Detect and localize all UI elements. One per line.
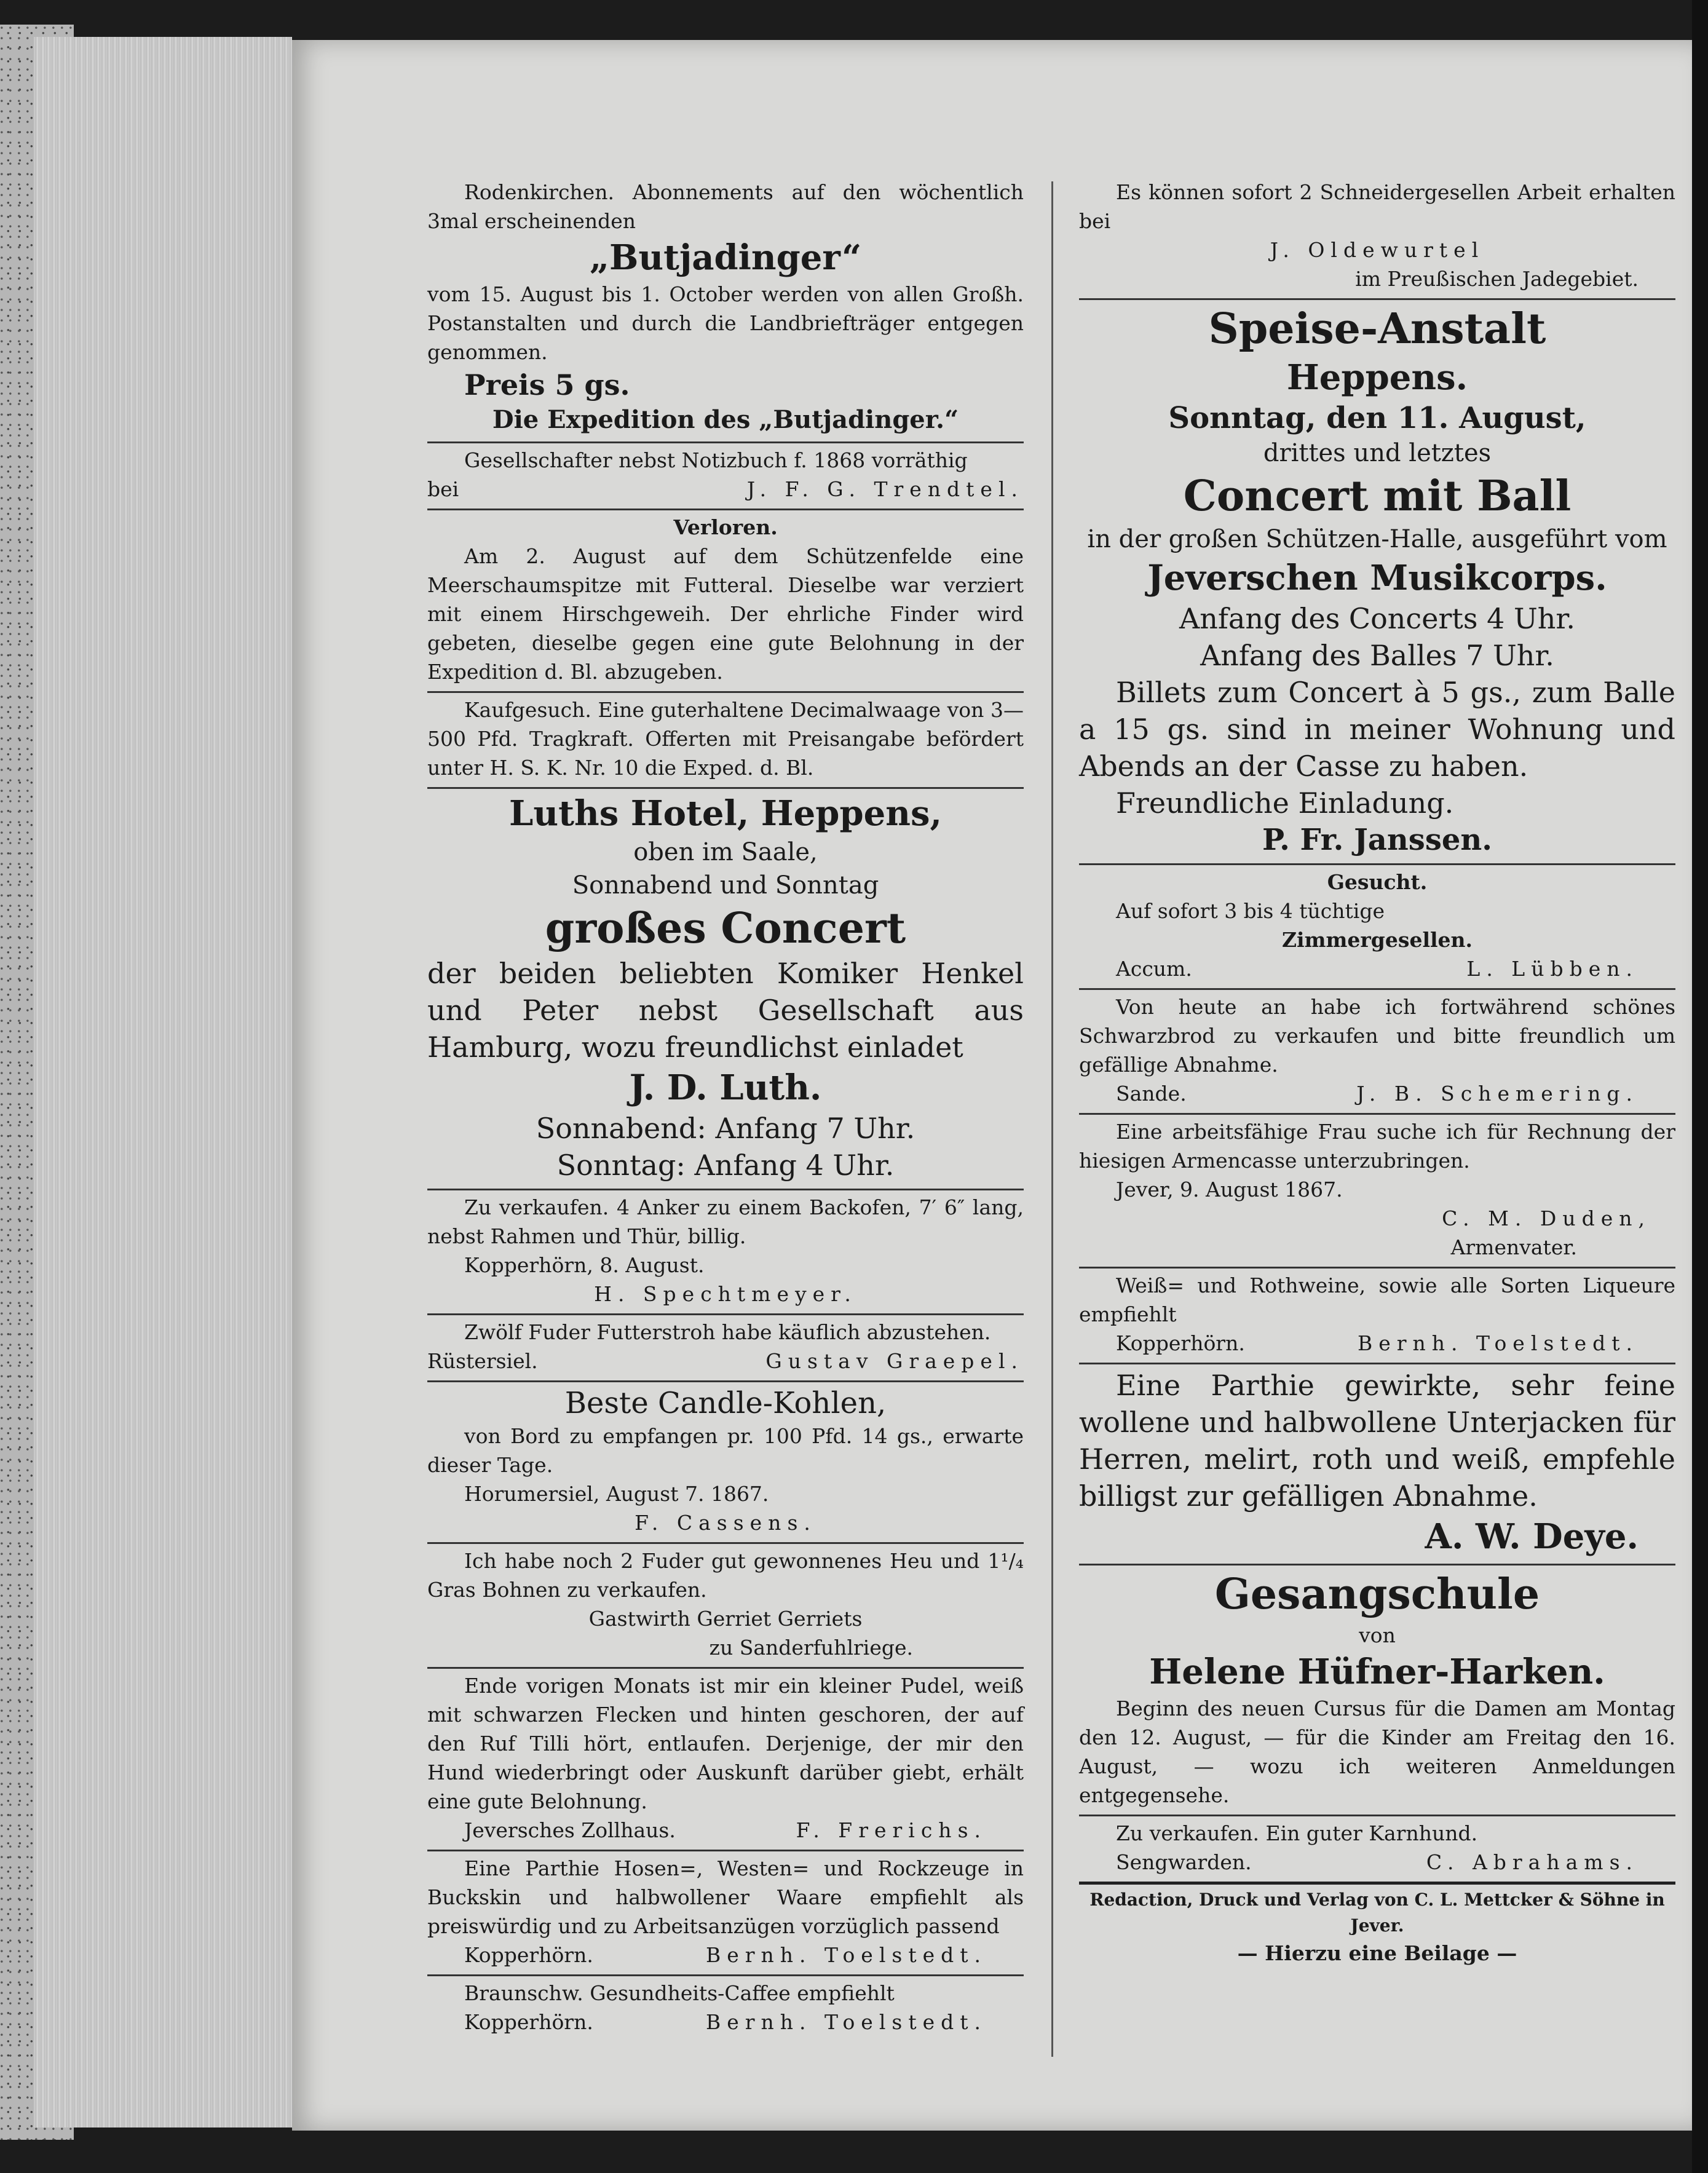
ad-signature: F. Cassens. bbox=[635, 1511, 816, 1535]
ad-unterjacken bbox=[1079, 1364, 1675, 1565]
ad-signature: J. F. G. Trendtel. bbox=[746, 477, 1024, 501]
ad-schwarzbrod bbox=[1079, 990, 1675, 1115]
ad-kaufgesuch bbox=[427, 693, 1024, 789]
ad-text: Braunschw. Gesundheits-Caffee empfiehlt bbox=[464, 1981, 895, 2005]
ad-text: Zimmergesellen. bbox=[1281, 928, 1473, 952]
imprint-text: Redaction, Druck und Verlag von C. L. Mettcker & Söhne in Jever. bbox=[1089, 1890, 1665, 1936]
ad-gesangschule bbox=[1079, 1565, 1675, 1816]
ad-place: Horumersiel, August 7. 1867. bbox=[464, 1482, 769, 1506]
ad-place: Rüstersiel. bbox=[427, 1349, 538, 1373]
ad-text: Rodenkirchen. Abonnements auf den wöchentlich 3mal erscheinenden bbox=[427, 180, 1024, 233]
ad-title: Gesucht. bbox=[1327, 870, 1428, 894]
ad-text: Sonnabend: Anfang 7 Uhr. bbox=[536, 1112, 915, 1145]
ad-headline: Helene Hüfner-Harken. bbox=[1149, 1652, 1605, 1692]
ad-text: Eine Parthie gewirkte, sehr feine wollene und halbwollene Unterjacken für Herren, melirt, roth und weiß, empfehle billigst zur gefälligen Abnahme. bbox=[1079, 1369, 1675, 1513]
ad-text: in der großen Schützen-Halle, ausgeführt vom bbox=[1087, 525, 1667, 553]
ad-luths-hotel bbox=[427, 789, 1024, 1190]
ad-signature: L. Lübben. bbox=[1466, 957, 1639, 981]
ad-text: Von heute an habe ich fortwährend schönes Schwarzbrod zu verkaufen und bitte freundlich um gefällige Abnahme. bbox=[1079, 995, 1675, 1077]
ad-headline: Heppens. bbox=[1286, 357, 1468, 398]
right-column bbox=[1079, 175, 1675, 1973]
ad-signature: Die Expedition des „Butjadinger.“ bbox=[492, 405, 959, 434]
ad-signature: J. D. Luth. bbox=[629, 1067, 822, 1108]
ad-text: Ende vorigen Monats ist mir ein kleiner Pudel, weiß mit schwarzen Flecken und hinten geschoren, der auf den Ruf Tilli hört, entlaufen. Derjenige, der mir den Hund wiederbringt oder Auskunft darüber giebt, erhält eine gute Belohnung. bbox=[427, 1674, 1024, 1813]
ad-signature: Bernh. Toelstedt. bbox=[705, 2010, 987, 2034]
ad-signature: Bernh. Toelstedt. bbox=[705, 1943, 987, 1967]
ad-text: von bbox=[1359, 1623, 1396, 1647]
ad-butjadinger bbox=[427, 175, 1024, 443]
ad-text: Ich habe noch 2 Fuder gut gewonnenes Heu und 1¹/₄ Gras Bohnen zu verkaufen. bbox=[427, 1549, 1024, 1602]
ad-date: Sonntag, den 11. August, bbox=[1168, 401, 1586, 435]
ad-text: der beiden beliebten Komiker Henkel und Peter nebst Gesellschaft aus Hamburg, wozu freundlichst einladet bbox=[427, 957, 1024, 1064]
ad-headline: großes Concert bbox=[545, 904, 906, 953]
ad-weine bbox=[1079, 1269, 1675, 1364]
ad-title: „Butjadinger“ bbox=[589, 237, 862, 278]
ad-place: im Preußischen Jadegebiet. bbox=[1355, 267, 1639, 291]
ad-text: bei bbox=[427, 477, 459, 501]
ad-speise-anstalt bbox=[1079, 300, 1675, 865]
ad-signature: H. Spechtmeyer. bbox=[594, 1282, 857, 1306]
ad-headline: Concert mit Ball bbox=[1183, 472, 1572, 521]
ad-karnhund bbox=[1079, 1816, 1675, 1885]
ad-pudel bbox=[427, 1669, 1024, 1851]
ad-place: Sande. bbox=[1116, 1082, 1187, 1106]
ad-text: oben im Saale, bbox=[633, 838, 818, 866]
ad-text: Gesellschafter nebst Notizbuch f. 1868 vorräthig bbox=[464, 448, 968, 472]
ad-candle-kohlen bbox=[427, 1382, 1024, 1544]
ad-signature: Bernh. Toelstedt. bbox=[1357, 1331, 1639, 1355]
ad-signature: F. Frerichs. bbox=[796, 1818, 987, 1842]
ad-text: Freundliche Einladung. bbox=[1116, 786, 1454, 820]
ad-role: Armenvater. bbox=[1450, 1235, 1577, 1259]
ad-place: Kopperhörn. bbox=[464, 2010, 593, 2034]
ad-text: drittes und letztes bbox=[1263, 439, 1492, 467]
ad-signature: A. W. Deye. bbox=[1425, 1516, 1639, 1557]
ad-text: Am 2. August auf dem Schützenfelde eine Meerschaumspitze mit Futteral. Dieselbe war verziert mit einem Hirschgeweih. Der ehrliche Finder wird gebeten, dieselbe gegen eine gute Belohnung in der Expedition d. Bl. abzugeben. bbox=[427, 544, 1024, 684]
ad-title: Gesangschule bbox=[1214, 1570, 1540, 1619]
ad-text: Weiß= und Rothweine, sowie alle Sorten Liqueure empfiehlt bbox=[1079, 1273, 1675, 1326]
ad-place: Jever, 9. August 1867. bbox=[1116, 1178, 1343, 1201]
left-column bbox=[427, 175, 1024, 2041]
ad-title: Luths Hotel, Heppens, bbox=[509, 793, 942, 834]
ad-text: Anfang des Balles 7 Uhr. bbox=[1200, 639, 1554, 672]
ad-place: Kopperhörn. bbox=[1116, 1331, 1245, 1355]
column-divider bbox=[1051, 181, 1053, 2057]
ad-text: Auf sofort 3 bis 4 tüchtige bbox=[1116, 899, 1385, 923]
ad-signature: Gastwirth Gerriet Gerriets bbox=[588, 1607, 863, 1631]
ad-place: Accum. bbox=[1116, 957, 1192, 981]
ad-signature: J. B. Schemering. bbox=[1356, 1082, 1639, 1106]
ad-signature: C. M. Duden, bbox=[1442, 1206, 1651, 1230]
ad-signature: J. Oldewurtel bbox=[1270, 238, 1485, 262]
ad-text: vom 15. August bis 1. October werden von allen Großh. Postanstalten und durch die Landbriefträger entgegen genommen. bbox=[427, 282, 1024, 364]
ad-title: Speise-Anstalt bbox=[1208, 304, 1546, 354]
ad-text: Anfang des Concerts 4 Uhr. bbox=[1179, 602, 1575, 635]
ad-headline: Jeverschen Musikcorps. bbox=[1147, 558, 1607, 598]
ad-place: Sengwarden. bbox=[1116, 1850, 1252, 1874]
ad-heu bbox=[427, 1544, 1024, 1669]
ad-text: Eine arbeitsfähige Frau suche ich für Rechnung der hiesigen Armencasse unterzubringen. bbox=[1079, 1120, 1675, 1173]
ad-text: Billets zum Concert à 5 gs., zum Balle a 15 gs. sind in meiner Wohnung und Abends an der Casse zu haben. bbox=[1079, 676, 1675, 783]
ad-title: Verloren. bbox=[673, 515, 778, 539]
ad-gesellschafter bbox=[427, 443, 1024, 510]
ad-signature: C. Abrahams. bbox=[1426, 1850, 1639, 1874]
ad-text: Zu verkaufen. 4 Anker zu einem Backofen, 7′ 6″ lang, nebst Rahmen und Thür, billig. bbox=[427, 1195, 1024, 1248]
newspaper-page bbox=[292, 40, 1697, 2131]
ad-hosen bbox=[427, 1851, 1024, 1976]
ad-text: Sonntag: Anfang 4 Uhr. bbox=[556, 1149, 895, 1182]
ad-text: Zwölf Fuder Futterstroh habe käuflich abzustehen. bbox=[464, 1320, 991, 1344]
ad-text: Zu verkaufen. Ein guter Karnhund. bbox=[1116, 1821, 1478, 1845]
ad-price: Preis 5 gs. bbox=[464, 368, 630, 402]
ad-text: von Bord zu empfangen pr. 100 Pfd. 14 gs., erwarte dieser Tage. bbox=[427, 1424, 1024, 1477]
ad-signature: Gustav Graepel. bbox=[765, 1349, 1024, 1373]
ad-text: Eine Parthie Hosen=, Westen= und Rockzeuge in Buckskin und halbwollener Waare empfiehlt als preiswürdig und zu Arbeitsanzügen vorzüglich passend bbox=[427, 1856, 1024, 1938]
ad-place: Kopperhörn. bbox=[464, 1943, 593, 1967]
ad-armencasse bbox=[1079, 1115, 1675, 1269]
ad-gesucht bbox=[1079, 865, 1675, 990]
ad-place: Jeversches Zollhaus. bbox=[464, 1818, 676, 1842]
ad-schneidergesellen bbox=[1079, 175, 1675, 300]
ad-signature: P. Fr. Janssen. bbox=[1262, 823, 1492, 857]
imprint bbox=[1079, 1885, 1675, 1973]
ad-verloren bbox=[427, 510, 1024, 693]
ad-zu-verkaufen-anker bbox=[427, 1190, 1024, 1315]
ad-text: Beginn des neuen Cursus für die Damen am Montag den 12. August, — für die Kinder am Freitag den 16. August, — wozu ich weiteren Anmeldungen entgegensehe. bbox=[1079, 1696, 1675, 1807]
ad-text: Kaufgesuch. Eine guterhaltene Decimalwaage von 3—500 Pfd. Tragkraft. Offerten mit Preisangabe befördert unter H. S. K. Nr. 10 die Exped. d. Bl. bbox=[427, 698, 1024, 780]
ad-text: Sonnabend und Sonntag bbox=[572, 871, 879, 900]
ad-title: Beste Candle-Kohlen, bbox=[564, 1386, 887, 1420]
ad-place: zu Sanderfuhlriege. bbox=[709, 1636, 913, 1660]
page-stack-edge bbox=[34, 37, 292, 2127]
ad-caffee bbox=[427, 1976, 1024, 2041]
ad-futterstroh bbox=[427, 1315, 1024, 1382]
ad-text: Es können sofort 2 Schneidergesellen Arbeit erhalten bei bbox=[1079, 180, 1675, 233]
scan-border bbox=[1692, 0, 1708, 2173]
ad-place: Kopperhörn, 8. August. bbox=[464, 1253, 705, 1277]
supplement-note: — Hierzu eine Beilage — bbox=[1237, 1941, 1517, 1965]
